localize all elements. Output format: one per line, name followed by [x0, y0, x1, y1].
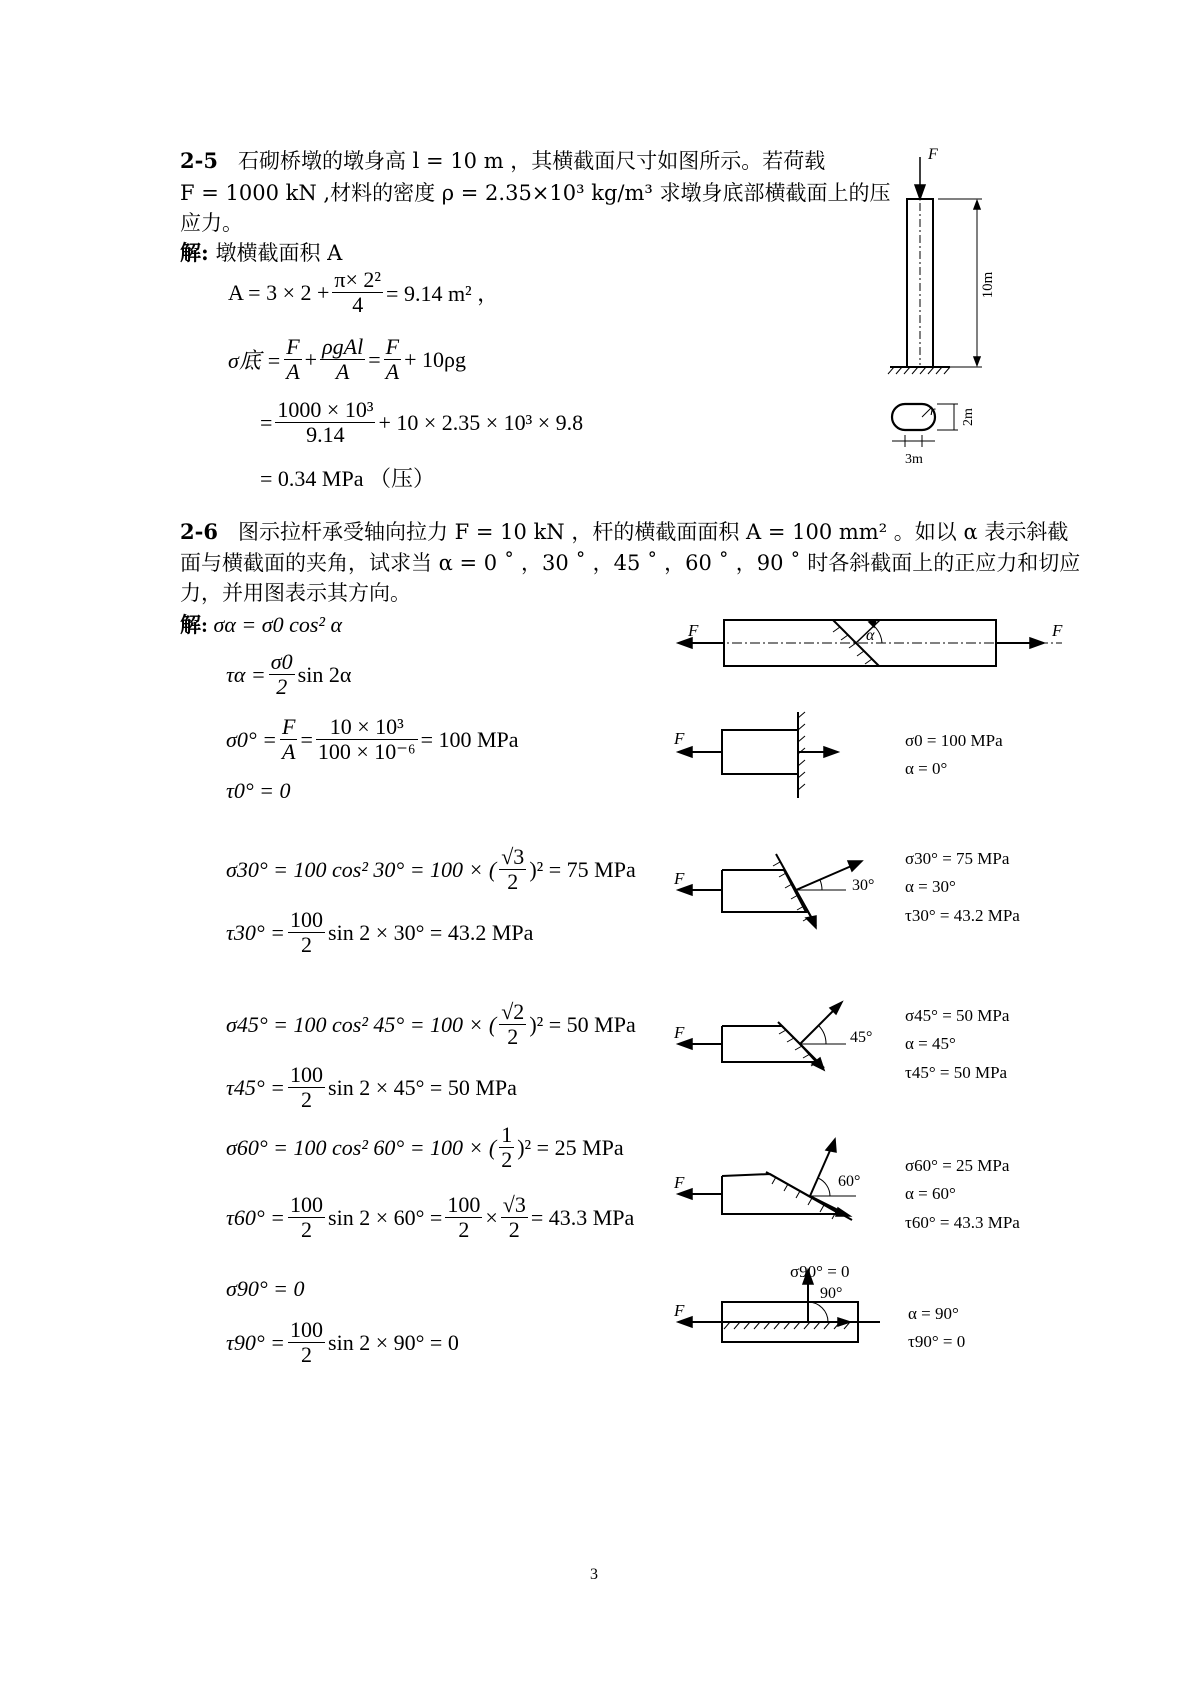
section-90-drawing — [670, 1258, 890, 1358]
normal-stress-arrowhead — [848, 861, 862, 871]
section-30-figure — [670, 848, 900, 930]
numerator: 100 — [447, 1192, 481, 1217]
formula-sigma-0 — [226, 715, 519, 764]
formula-sigma-30 — [226, 845, 636, 894]
fraction — [316, 715, 418, 764]
fraction — [499, 845, 526, 894]
numerator: F — [282, 714, 296, 739]
eq-right: = 43.3 MPa — [530, 1204, 635, 1230]
fraction — [501, 1193, 528, 1242]
operator: × — [485, 1204, 498, 1230]
numerator: F — [286, 334, 300, 359]
result-30-alpha: α = 30° — [905, 877, 956, 896]
formula-tau-45 — [226, 1063, 517, 1112]
alpha-label: α — [866, 627, 875, 644]
problem-2-5-line2: F = 1000 kN ,材料的密度 ρ = 2.35×10³ kg/m³ 求墩身底部横截面上的压 — [180, 181, 891, 205]
numerator: π× 2² — [334, 267, 382, 292]
formula-sigma-45 — [226, 1000, 636, 1049]
section-60-figure — [670, 1136, 900, 1226]
eq-right: + 10 × 2.35 × 10³ × 9.8 — [378, 409, 584, 435]
eq-right: + 10ρg — [404, 346, 466, 372]
result-60-alpha: α = 60° — [905, 1184, 956, 1203]
fraction — [288, 1063, 325, 1112]
force-label: F — [674, 869, 685, 888]
tension-bar-figure — [670, 608, 1070, 678]
operator: = — [368, 346, 381, 372]
problem-text: 石砌桥墩的墩身高 l = 10 m ，其横截面尺寸如图所示。若荷载 — [237, 149, 826, 173]
fraction — [269, 650, 295, 699]
eq-right: = 100 MPa — [420, 726, 519, 752]
result-30-tau: τ30° = 43.2 MPa — [905, 906, 1020, 925]
denominator: 2 — [507, 1024, 519, 1049]
numerator: F — [385, 334, 400, 359]
normal-stress-arrowhead — [826, 1139, 836, 1152]
load-arrowhead — [915, 185, 925, 199]
fraction — [284, 335, 301, 384]
eq-left: σ60° = 100 cos² 60° = 100 × ( — [226, 1134, 497, 1160]
solution-text: 墩横截面积 A — [215, 241, 343, 265]
eq-right: sin 2 × 30° = 43.2 MPa — [328, 919, 534, 945]
formula-text: σα = σ0 cos² α — [213, 612, 343, 637]
numerator: 100 — [290, 907, 324, 932]
result-90-alpha: α = 90° — [908, 1304, 959, 1323]
numerator: 1000 × 10³ — [277, 397, 374, 422]
force-label: F — [674, 1173, 685, 1192]
operator: = — [300, 726, 313, 752]
normal-stress-arrow — [796, 864, 856, 890]
denominator: 2 — [508, 1217, 520, 1242]
height-label: 10m — [980, 271, 996, 299]
denominator: 9.14 — [306, 422, 345, 447]
numerator: 100 — [290, 1192, 324, 1217]
operator: + — [304, 346, 318, 372]
formula-tau-0: τ0° = 0 — [226, 778, 291, 803]
denominator: A — [385, 359, 400, 384]
eq-left: σ30° = 100 cos² 30° = 100 × ( — [226, 856, 497, 882]
result-60-sigma: σ60° = 25 MPa — [905, 1156, 1010, 1175]
denominator: A — [286, 359, 300, 384]
numerator: √3 — [501, 844, 525, 869]
eq-left: τ60° = — [226, 1204, 286, 1230]
formula-sigma-60 — [226, 1123, 624, 1172]
segment-body — [722, 730, 798, 774]
equation-bottom-stress — [228, 335, 466, 384]
formula-tau-30 — [226, 908, 533, 957]
top-90-sigma: σ90° = 0 — [790, 1262, 850, 1281]
numerator: 1 — [501, 1122, 513, 1147]
force-label: F — [674, 1301, 685, 1320]
fraction — [384, 335, 401, 384]
radius-label: r — [930, 404, 936, 419]
result-90-tau: τ90° = 0 — [908, 1332, 966, 1351]
normal-stress-arrowhead — [824, 747, 838, 757]
formula-sigma-90: σ90° = 0 — [226, 1276, 305, 1301]
pier-figure — [880, 145, 1000, 475]
numerator: 10 × 10³ — [316, 715, 418, 740]
denominator: 2 — [276, 674, 288, 699]
problem-2-5-line1 — [180, 146, 825, 176]
force-arrowhead — [678, 747, 692, 757]
angle-arc — [818, 1178, 830, 1196]
segment-body — [722, 870, 806, 912]
fraction — [332, 268, 383, 317]
denominator: 4 — [352, 292, 364, 317]
angle-label: 90° — [820, 1285, 843, 1302]
angle-label: 45° — [850, 1029, 873, 1046]
fraction — [280, 715, 297, 764]
eq-left: A = 3 × 2 + — [228, 279, 330, 305]
problem-2-6-line1 — [180, 517, 1068, 547]
width-label: 3m — [905, 452, 923, 467]
problem-number: 2-5 — [180, 148, 218, 173]
eq-left: τα = — [226, 661, 266, 687]
eq-left: σ0° = — [226, 726, 277, 752]
eq-left: τ45° = — [226, 1074, 286, 1100]
load-label: F — [928, 146, 938, 163]
eq-mid: sin 2 × 60° = — [328, 1204, 443, 1230]
result-45-sigma: σ45° = 50 MPa — [905, 1006, 1010, 1025]
eq-right: )² = 75 MPa — [529, 856, 636, 882]
eq-left: τ30° = — [226, 919, 286, 945]
fraction — [445, 1193, 482, 1242]
fraction — [499, 1123, 514, 1172]
eq-right: )² = 50 MPa — [529, 1011, 636, 1037]
shear-stress-arrowhead — [806, 916, 816, 928]
result-45-alpha: α = 45° — [905, 1034, 956, 1053]
eq-right: sin 2 × 45° = 50 MPa — [328, 1074, 517, 1100]
formula-tau-60 — [226, 1193, 634, 1242]
ground-hatch — [888, 367, 950, 374]
result-30-sigma: σ30° = 75 MPa — [905, 849, 1010, 868]
numerator: 100 — [290, 1062, 324, 1087]
denominator: A — [335, 359, 350, 384]
numerator: 100 — [290, 1317, 324, 1342]
numerator: ρgAl — [322, 334, 364, 359]
cross-section — [892, 404, 935, 430]
eq-left: = — [260, 409, 273, 435]
problem-number: 2-6 — [180, 519, 218, 544]
dim-arrow-top — [974, 201, 980, 209]
eq-left: σ底 = — [228, 348, 282, 373]
angle-arc — [820, 880, 822, 890]
denominator: 2 — [301, 1217, 313, 1242]
equation-area — [228, 268, 499, 317]
eq-right: )² = 25 MPa — [517, 1134, 624, 1160]
eq-right: sin 2α — [297, 661, 352, 687]
fraction — [320, 335, 365, 384]
cut-hatch — [772, 1177, 836, 1219]
denominator: A — [282, 739, 296, 764]
numerator: √2 — [501, 999, 525, 1024]
section-45-figure — [670, 998, 900, 1078]
denominator: 2 — [501, 1147, 513, 1172]
numerator: σ0 — [270, 649, 293, 674]
alpha-arc — [874, 626, 882, 643]
force-label-left: F — [688, 621, 699, 640]
solution-intro — [180, 238, 342, 268]
problem-2-5-line3: 应力。 — [180, 211, 243, 235]
angle-arc — [808, 1302, 828, 1322]
normal-stress-arrow — [800, 1006, 838, 1044]
formula-tau-alpha — [226, 650, 351, 699]
fraction — [288, 1318, 325, 1367]
page-number: 3 — [590, 1566, 598, 1583]
solution-label: 解: — [180, 613, 208, 637]
right-arrowhead — [1030, 638, 1044, 648]
result-0-alpha: α = 0° — [905, 759, 948, 778]
denominator: 2 — [301, 1087, 313, 1112]
force-label: F — [674, 1023, 685, 1042]
angle-label: 30° — [852, 877, 875, 894]
result-0-sigma: σ0 = 100 MPa — [905, 731, 1003, 750]
fraction — [499, 1000, 526, 1049]
force-label: F — [674, 729, 685, 748]
denominator: 2 — [507, 869, 519, 894]
denominator: 2 — [301, 932, 313, 957]
cut-hatch — [779, 1030, 818, 1066]
numerator: √3 — [502, 1192, 526, 1217]
denominator: 2 — [458, 1217, 470, 1242]
eq-right: = 9.14 m² ， — [386, 281, 500, 306]
section-0-figure — [670, 708, 850, 800]
solution-label: 解: — [180, 240, 209, 265]
force-label-right: F — [1052, 621, 1063, 640]
alpha-arrowhead — [869, 620, 876, 627]
depth-label: 2m — [961, 408, 976, 426]
result-60-tau: τ60° = 43.3 MPa — [905, 1213, 1020, 1232]
eq-left: σ45° = 100 cos² 45° = 100 × ( — [226, 1011, 497, 1037]
eq-right: sin 2 × 90° = 0 — [328, 1329, 459, 1355]
result-45-tau: τ45° = 50 MPa — [905, 1063, 1008, 1082]
denominator: 100 × 10⁻⁶ — [317, 739, 416, 764]
equation-substitution — [260, 398, 583, 447]
equation-result: = 0.34 MPa （压） — [260, 466, 435, 491]
fraction — [275, 398, 375, 447]
formula-sigma-alpha — [180, 610, 342, 640]
problem-text: 图示拉杆承受轴向拉力 F = 10 kN ，杆的横截面面积 A = 100 mm² 。如以 α 表示斜截 — [237, 520, 1069, 544]
angle-arc — [819, 1026, 826, 1044]
eq-left: τ90° = — [226, 1329, 286, 1355]
dim-arrow-bottom — [974, 357, 980, 365]
denominator: 2 — [301, 1342, 313, 1367]
problem-2-6-line3: 力，并用图表示其方向。 — [180, 581, 411, 605]
cut-hatch — [724, 1322, 850, 1329]
shear-stress-arrowhead — [836, 1208, 850, 1216]
problem-2-6-line2: 面与横截面的夹角，试求当 α = 0 ˚ ，30 ˚ ，45 ˚ ，60 ˚ ，90 ˚ 时各斜截面上的正应力和切应 — [180, 551, 1081, 575]
formula-tau-90 — [226, 1318, 459, 1367]
fraction — [288, 1193, 325, 1242]
fraction — [288, 908, 325, 957]
angle-label: 60° — [838, 1173, 861, 1190]
